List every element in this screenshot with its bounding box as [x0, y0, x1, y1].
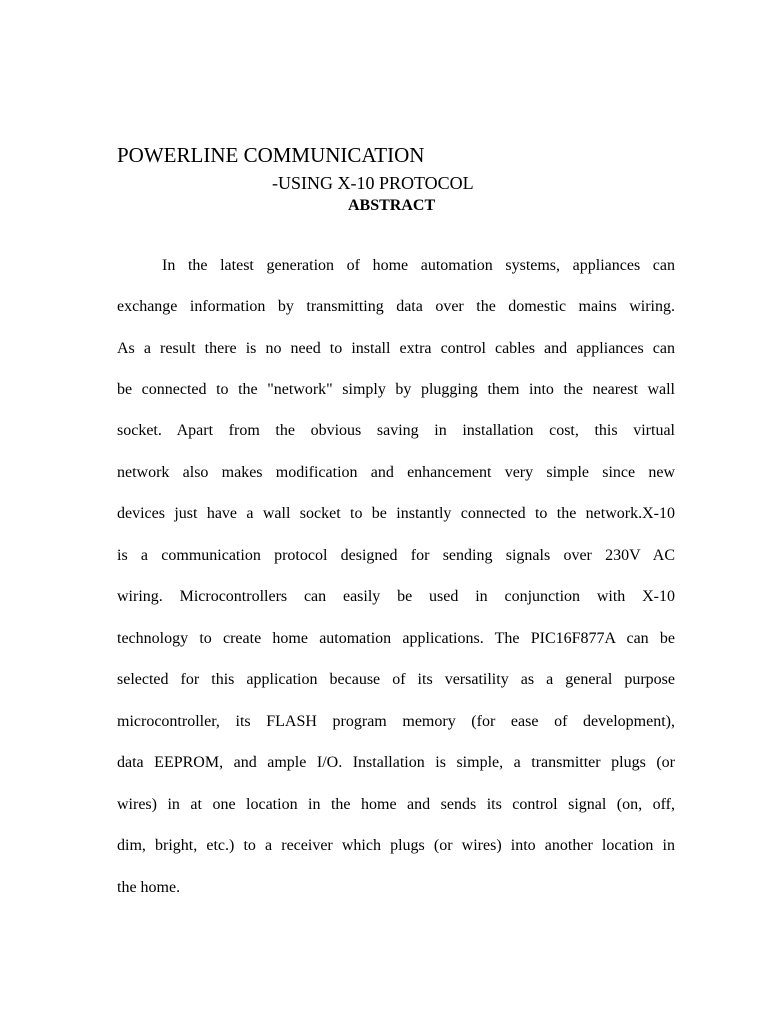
- paragraph-line: dim, bright, etc.) to a receiver which plugs (or wires) into another location in: [117, 837, 675, 854]
- paragraph-line: exchange information by transmitting data over the domestic mains wiring.: [117, 298, 675, 315]
- paragraph-line: data EEPROM, and ample I/O. Installation is simple, a transmitter plugs (or: [117, 754, 675, 771]
- paragraph-line: As a result there is no need to install extra control cables and appliances can: [117, 340, 675, 357]
- paragraph-line: socket. Apart from the obvious saving in installation cost, this virtual: [117, 422, 675, 439]
- paragraph-line: devices just have a wall socket to be instantly connected to the network.X-10: [117, 505, 675, 522]
- paragraph-line: the home.: [117, 879, 181, 896]
- paragraph-line: be connected to the "network" simply by plugging them into the nearest wall: [117, 381, 675, 398]
- paragraph-line: In the latest generation of home automation systems, appliances can: [162, 257, 675, 274]
- document-title: POWERLINE COMMUNICATION: [117, 143, 425, 167]
- paragraph-line: selected for this application because of its versatility as a general purpose: [117, 671, 675, 688]
- paragraph-line: microcontroller, its FLASH program memory (for ease of development),: [117, 713, 675, 730]
- abstract-heading: ABSTRACT: [348, 197, 436, 214]
- paragraph-line: is a communication protocol designed for sending signals over 230V AC: [117, 547, 675, 564]
- paragraph-line: wiring. Microcontrollers can easily be used in conjunction with X-10: [117, 588, 675, 605]
- document-subtitle: -USING X-10 PROTOCOL: [272, 173, 474, 193]
- paragraph-line: wires) in at one location in the home and sends its control signal (on, off,: [117, 796, 675, 813]
- paragraph-line: technology to create home automation applications. The PIC16F877A can be: [117, 630, 675, 647]
- paragraph-line: network also makes modification and enhancement very simple since new: [117, 464, 675, 481]
